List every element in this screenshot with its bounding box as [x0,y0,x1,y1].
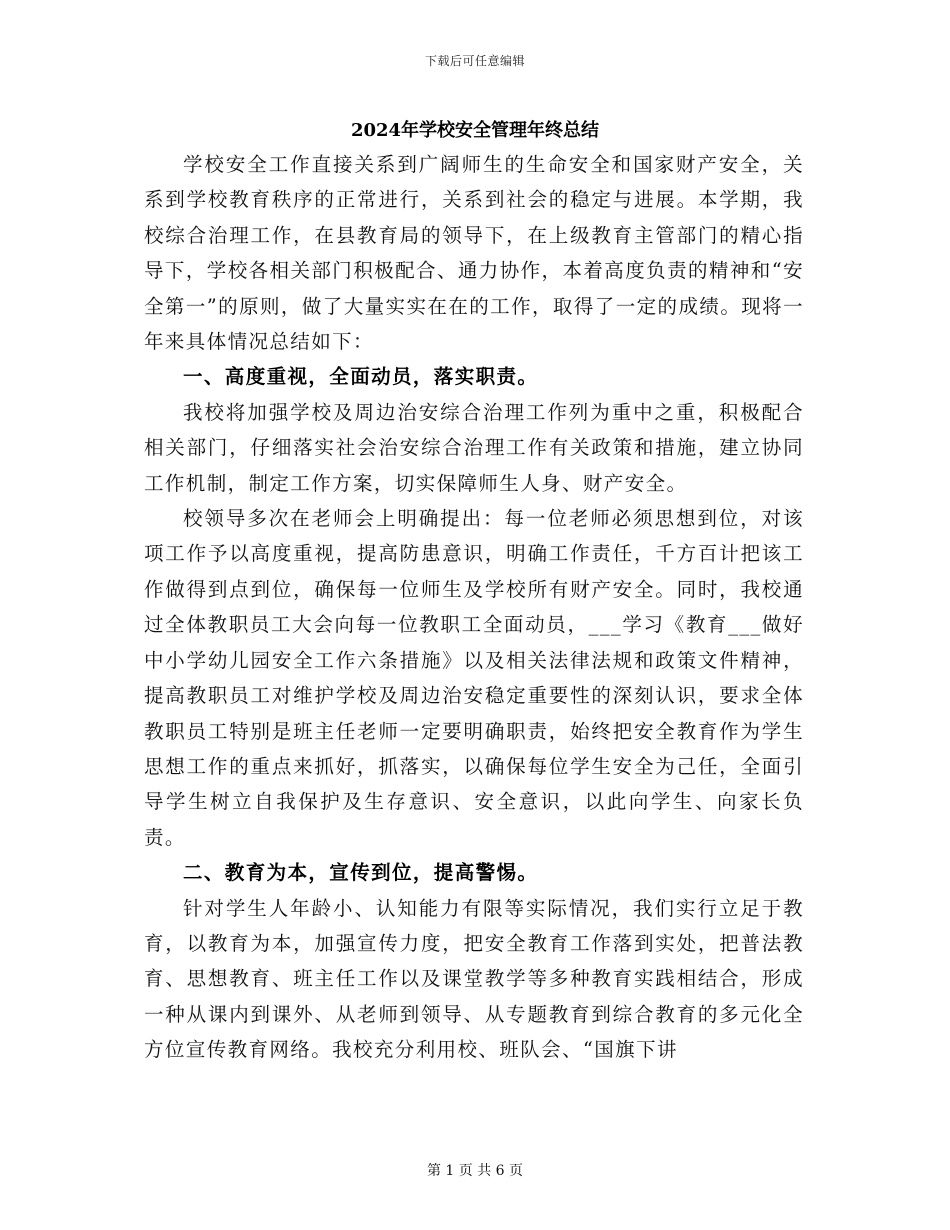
document-body [144,147,804,1068]
intro-paragraph: 学校安全工作直接关系到广阔师生的生命安全和国家财产安全，关系到学校教育秩序的正常进行，关系到社会的稳定与进展。本学期，我校综合治理工作，在县教育局的领导下，在上级教育主管部门的精心指导下，学校各相关部门积极配合、通力协作，本着高度负责的精神和“安全第一”的原则，做了大量实实在在的工作，取得了一定的成绩。现将一年来具体情况总结如下： [144,153,804,354]
section-1-paragraph-2: 校领导多次在老师会上明确提出：每一位老师必须思想到位，对该项工作予以高度重视，提高防患意识，明确工作责任，千方百计把该工作做得到点到位，确保每一位师生及学校所有财产安全。同时，我校通过全体教职员工大会向每一位教职工全面动员，___学习《教育___做好中小学幼儿园安全工作六条措施》以及相关法律法规和政策文件精神，提高教职员工对维护学校及周边治安稳定重要性的深刻认识，要求全体教职员工特别是班主任老师一定要明确职责，始终把安全教育作为学生思想工作的重点来抓好，抓落实，以确保每位学生安全为己任，全面引导学生树立自我保护及生存意识、安全意识，以此向学生、向家长负责。 [144,507,804,849]
section-2-heading: 二、教育为本，宣传到位，提高警惕。 [183,861,539,885]
section-1-heading: 一、高度重视，全面动员，落实职责。 [183,365,539,389]
section-2-paragraph-1: 针对学生人年龄小、认知能力有限等实际情况，我们实行立足于教育，以教育为本，加强宣传力度，把安全教育工作落到实处，把普法教育、思想教育、班主任工作以及课堂教学等多种教育实践相结合，形成一种从课内到课外、从老师到领导、从专题教育到综合教育的多元化全方位宣传教育网络。我校充分利用校、班队会、“国旗下讲 [144,896,804,1062]
page-header-note: 下载后可任意编辑 [424,54,525,68]
section-1-paragraph-1: 我校将加强学校及周边治安综合治理工作列为重中之重，积极配合相关部门，仔细落实社会治安综合治理工作有关政策和措施，建立协同工作机制，制定工作方案，切实保障师生人身、财产安全。 [144,400,804,495]
document-title: 2024年学校安全管理年终总结 [350,120,600,141]
page-number: 第 1 页 共 6 页 [426,1163,524,1179]
